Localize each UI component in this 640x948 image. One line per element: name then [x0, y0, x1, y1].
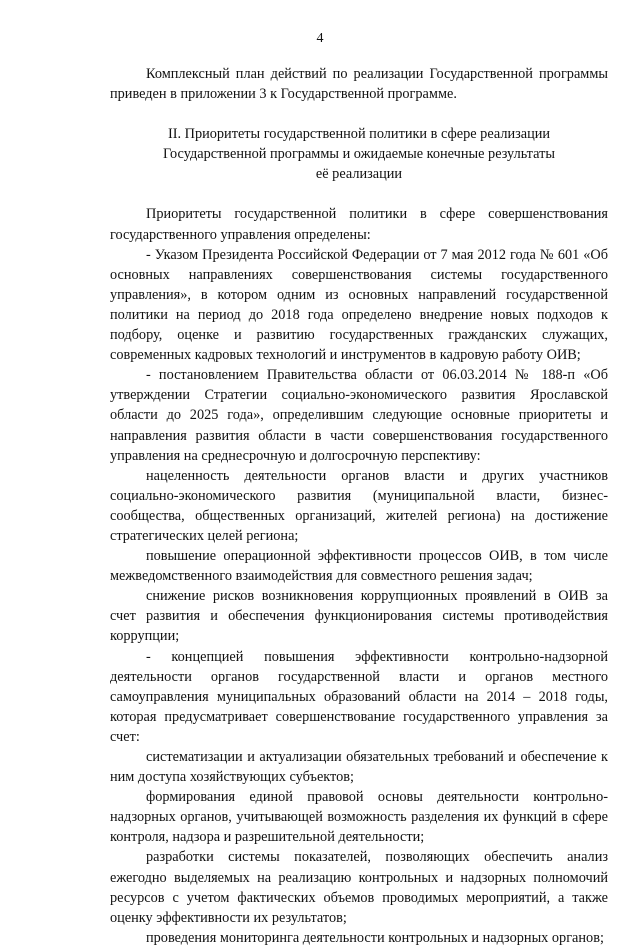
- intro-paragraph: Комплексный план действий по реализации Государственной программы приведен в приложении 3 к Государственной программе.: [110, 66, 608, 103]
- body-paragraph: проведения мониторинга деятельности контрольных и надзорных органов;: [146, 929, 604, 946]
- body-paragraph: нацеленность деятельности органов власти и других участников социально-экономического развития (муниципальной власти, бизнес-сообщества, общественных организаций, жителей региона) на достижение стратегических целей региона;: [110, 467, 608, 544]
- body-paragraph: - Указом Президента Российской Федерации от 7 мая 2012 года № 601 «Об основных направлениях совершенствования системы государственного управления», в котором одним из основных направлений государственной политики на период до 2018 года определено внедрение новых подходов к подбору, оценке и развитию государственных гражданских служащих, современных кадровых технологий и инструментов в кадровую работу ОИВ;: [110, 246, 608, 364]
- body-paragraph: повышение операционной эффективности процессов ОИВ, в том числе межведомственного взаимодействия для совместного решения задач;: [110, 548, 608, 585]
- body-paragraph: - постановлением Правительства области от 06.03.2014 № 188-п «Об утверждении Стратегии социально-экономического развития Ярославской области до 2025 года», определившим следующие основные приоритеты и направления развития области в части совершенствования государственного управления на среднесрочную и долгосрочную перспективу:: [110, 367, 608, 464]
- body-paragraph: формирования единой правовой основы деятельности контрольно-надзорных органов, учитывающей возможность разделения их функций в сфере контроля, надзора и разрешительной деятельности;: [110, 789, 608, 846]
- section-title-line: II. Приоритеты государственной политики в сфере реализации: [167, 126, 551, 143]
- section-title-line: Государственной программы и ожидаемые конечные результаты: [163, 146, 555, 163]
- page-content: [110, 64, 608, 948]
- body-paragraph: разработки системы показателей, позволяющих обеспечить анализ ежегодно выделяемых на реализацию контрольных и надзорных полномочий ресурсов с учетом фактических объемов проводимых мероприятий, а также оценку эффективности их результатов;: [110, 849, 608, 926]
- body-paragraph: - концепцией повышения эффективности контрольно-надзорной деятельности органов государственной власти и органов местного самоуправления муниципальных образований области на 2014 – 2018 годы, которая предусматривает совершенствование государственного управления за счет:: [110, 648, 608, 745]
- body-paragraph: систематизации и актуализации обязательных требований и обеспечение к ним доступа хозяйствующих субъектов;: [110, 749, 608, 786]
- body-paragraph: Приоритеты государственной политики в сфере совершенствования государственного управления определены:: [110, 206, 608, 243]
- section-title: [110, 124, 608, 184]
- section-title-line: её реализации: [315, 166, 403, 183]
- page-number: 4: [316, 31, 324, 46]
- body-paragraph: снижение рисков возникновения коррупционных проявлений в ОИВ за счет развития и обеспечения функционирования системы противодействия коррупции;: [110, 588, 608, 645]
